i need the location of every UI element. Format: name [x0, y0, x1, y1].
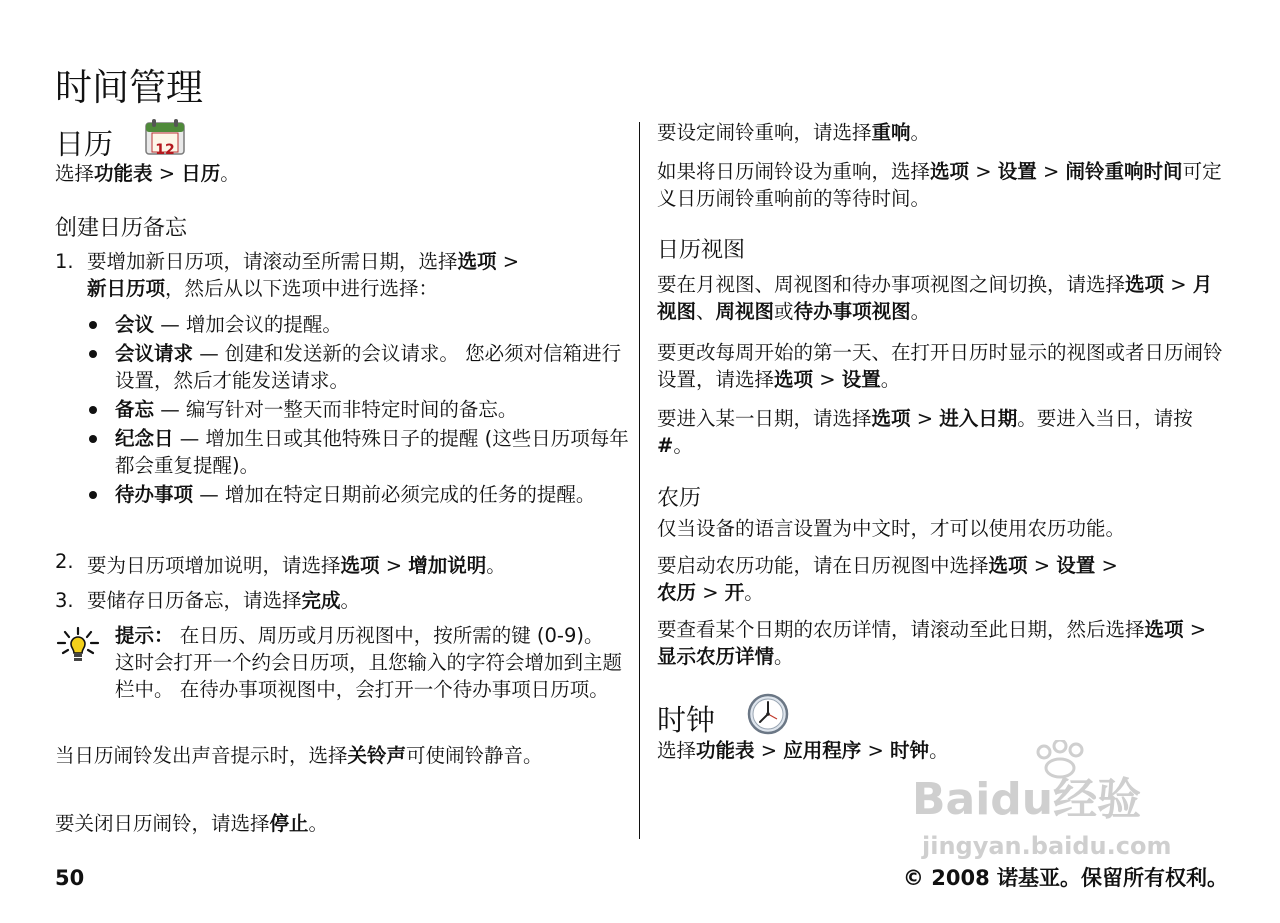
option-name: 会议请求 [115, 342, 194, 365]
text: 要启动农历功能，请在日历视图中选择 [657, 554, 989, 577]
option-desc: — 增加生日或其他特殊日子的提醒 (这些日历项每年都会重复提醒)。 [115, 427, 629, 477]
text: > [1036, 160, 1066, 183]
text: > [1027, 554, 1057, 577]
text: 如果将日历闹铃设为重响，选择 [657, 160, 931, 183]
create-heading: 创建日历备忘 [55, 216, 188, 241]
menu-path: 显示农历详情 [657, 645, 775, 668]
step-text [87, 248, 630, 302]
menu-path: 选项 [774, 368, 814, 391]
text: 选择 [55, 162, 95, 185]
views-paragraph-3 [657, 405, 1227, 459]
text: 要查看某个日期的农历详情，请滚动至此日期，然后选择 [657, 618, 1145, 641]
text: 要在月视图、周视图和待办事项视图之间切换，请选择 [657, 273, 1126, 296]
menu-path: 开 [724, 581, 745, 604]
calendar-intro [55, 160, 625, 187]
text: 当日历闹铃发出声音提示时，选择 [55, 744, 348, 767]
lunar-paragraph-3 [657, 616, 1227, 670]
text: 要增加新日历项，请滚动至所需日期，选择 [87, 250, 458, 273]
text: > [1095, 554, 1118, 577]
text: 。 [340, 589, 361, 612]
calendar-icon [144, 118, 186, 165]
step-number: 3. [55, 589, 74, 612]
option-name: 待办事项 [115, 483, 194, 506]
bullet-icon [89, 435, 97, 443]
calendar-icon-day: 12 [155, 142, 175, 158]
option-desc: — 增加在特定日期前必须完成的任务的提醒。 [193, 483, 596, 506]
text: 选择 [657, 739, 697, 762]
text: > [813, 368, 842, 391]
menu-path: 选项 [871, 407, 911, 430]
views-paragraph-1 [657, 271, 1227, 325]
menu-path: 功能表 [696, 739, 755, 762]
text: 要更改每周开始的第一天、在打开日历时显示的视图或者日历闹铃设置，请选择 [657, 341, 1223, 391]
text: 或 [774, 300, 794, 323]
text: > [1183, 618, 1207, 641]
text: > [1164, 273, 1193, 296]
option-item [115, 340, 630, 394]
text: > [696, 581, 725, 604]
text: 要关闭日历闹铃，请选择 [55, 812, 270, 835]
chapter-title: 时间管理 [55, 66, 203, 109]
menu-path: 设置 [997, 160, 1037, 183]
text: 可使闹铃静音。 [406, 744, 543, 767]
snooze-paragraph-1 [657, 119, 1227, 146]
text: 。 [929, 739, 949, 762]
text: > [496, 250, 520, 273]
menu-path: 进入日期 [939, 407, 1018, 430]
text: 。 [220, 162, 240, 185]
alarm-paragraph-2 [55, 810, 625, 837]
menu-path: 增加说明 [408, 554, 487, 577]
menu-path: 新日历项 [87, 277, 166, 300]
tip-label: 提示： [115, 624, 174, 647]
option-name: 备忘 [115, 398, 155, 421]
text: > [910, 407, 940, 430]
text: 可定义日历闹铃重响前的等待时间。 [657, 160, 1222, 210]
menu-path: 选项 [930, 160, 970, 183]
text: > [754, 739, 784, 762]
calendar-heading [55, 118, 186, 165]
text: 。要进入当日，请按 [1017, 407, 1193, 430]
text: 。 [486, 554, 506, 577]
text: 。 [880, 368, 901, 391]
text: 。 [910, 300, 931, 323]
bullet-icon [89, 321, 97, 329]
menu-path: 停止 [269, 812, 309, 835]
clock-intro [657, 737, 1227, 764]
menu-path: 选项 [988, 554, 1028, 577]
bullet-icon [89, 491, 97, 499]
option-item [115, 481, 630, 508]
copyright: © 2008 诺基亚。保留所有权利。 [902, 866, 1228, 890]
option-item [115, 311, 630, 338]
option-desc: — 增加会议的提醒。 [154, 313, 342, 336]
column-divider [639, 122, 640, 839]
menu-path: 日历 [181, 162, 221, 185]
option-desc: — 编写针对一整天而非特定时间的备忘。 [154, 398, 518, 421]
menu-path: 时钟 [890, 739, 930, 762]
menu-path: 设置 [841, 368, 881, 391]
menu-path: 待办事项视图 [793, 300, 911, 323]
tip-body: 在日历、周历或月历视图中，按所需的键 (0-9)。 这时会打开一个约会日历项，且您输入的字符会增加到主题栏中。 在待办事项视图中，会打开一个待办事项日历项。 [115, 624, 623, 701]
step-3 [55, 587, 630, 614]
menu-path: 选项 [1125, 273, 1165, 296]
step-1 [55, 248, 630, 302]
clock-heading-text: 时钟 [657, 703, 716, 737]
tip-text [115, 622, 625, 703]
watermark-url: jingyan.baidu.com [922, 832, 1172, 860]
key-label: # [657, 434, 674, 457]
menu-path: 完成 [301, 589, 341, 612]
text: > [969, 160, 998, 183]
menu-path: 应用程序 [783, 739, 862, 762]
text: ，然后从以下选项中进行选择： [165, 277, 439, 300]
text: > [152, 162, 182, 185]
text: 。 [774, 645, 794, 668]
text: > [379, 554, 409, 577]
bullet-icon [89, 350, 97, 358]
views-paragraph-2 [657, 339, 1227, 393]
option-name: 纪念日 [115, 427, 174, 450]
text: 要设定闹铃重响，请选择 [657, 121, 872, 144]
text: 要进入某一日期，请选择 [657, 407, 872, 430]
step-number: 1. [55, 250, 74, 273]
menu-path: 重响 [871, 121, 911, 144]
menu-path: 功能表 [94, 162, 153, 185]
step-number: 2. [55, 550, 74, 573]
menu-path: 设置 [1056, 554, 1096, 577]
text: 要储存日历备忘，请选择 [87, 589, 302, 612]
tip-lightbulb-icon [55, 626, 101, 670]
menu-path: 关铃声 [347, 744, 407, 767]
menu-path: 选项 [457, 250, 497, 273]
menu-path: 周视图 [715, 300, 775, 323]
text: 。 [910, 121, 931, 144]
text: 。 [673, 434, 693, 457]
option-list [115, 311, 630, 508]
menu-path: 选项 [1144, 618, 1184, 641]
option-item [115, 396, 630, 423]
text: 。 [308, 812, 329, 835]
option-item [115, 425, 630, 479]
menu-path: 月视图 [657, 273, 1213, 323]
option-desc: — 创建和发送新的会议请求。 您必须对信箱进行设置，然后才能发送请求。 [115, 342, 622, 392]
calendar-heading-text: 日历 [55, 127, 114, 161]
lunar-heading: 农历 [657, 486, 702, 511]
step-text [87, 587, 630, 614]
alarm-paragraph-1 [55, 742, 625, 769]
step-2 [55, 552, 630, 579]
text: 。 [744, 581, 764, 604]
page-number: 50 [55, 866, 85, 890]
option-name: 会议 [115, 313, 155, 336]
text: > [861, 739, 891, 762]
menu-path: 闹铃重响时间 [1065, 160, 1183, 183]
step-text [87, 552, 630, 579]
bullet-icon [89, 406, 97, 414]
menu-path: 选项 [340, 554, 380, 577]
text: 要为日历项增加说明，请选择 [87, 554, 341, 577]
lunar-paragraph-1: 仅当设备的语言设置为中文时，才可以使用农历功能。 [657, 517, 1126, 540]
menu-path: 农历 [657, 581, 697, 604]
views-heading: 日历视图 [657, 238, 746, 263]
watermark-logo: Baidu经验 [912, 774, 1142, 825]
text: 、 [696, 300, 716, 323]
snooze-paragraph-2 [657, 158, 1227, 212]
lunar-paragraph-2 [657, 552, 1227, 606]
